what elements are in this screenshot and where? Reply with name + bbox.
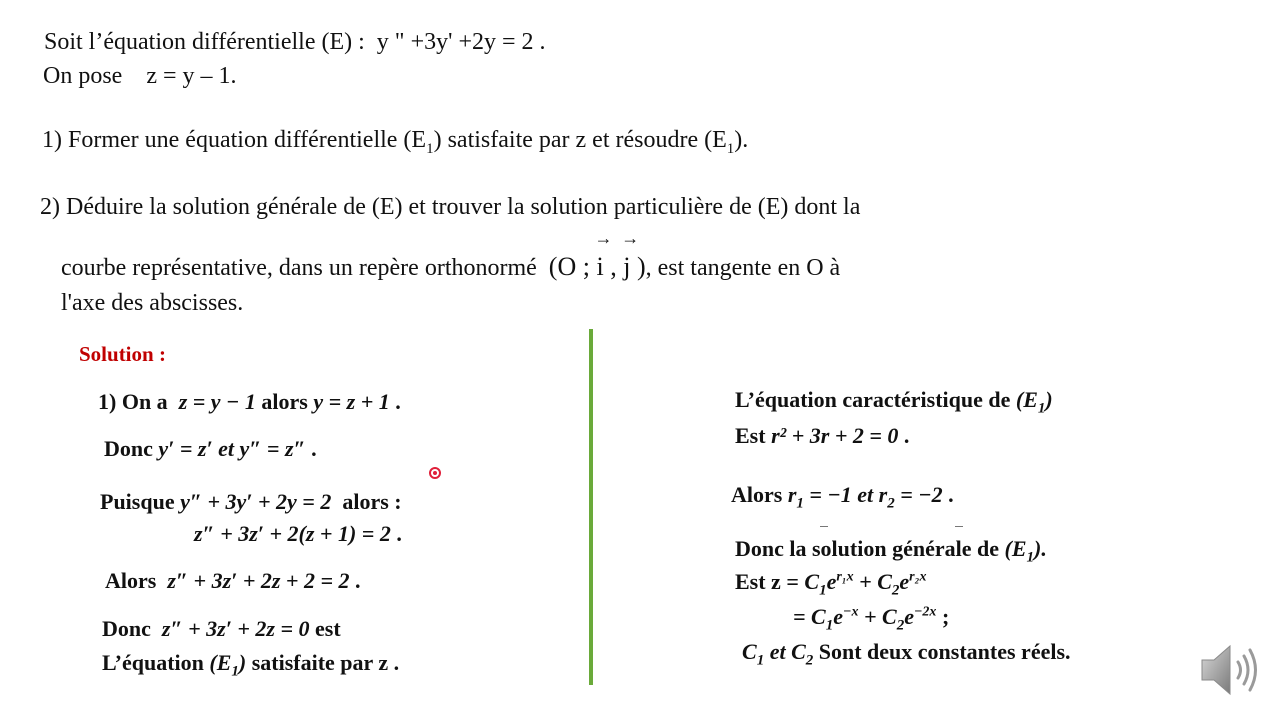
solution-right-line-1: L’équation caractéristique de $(E_1)$ bbox=[735, 387, 1053, 417]
laser-pointer-icon bbox=[429, 467, 441, 479]
vector-i: → i bbox=[594, 228, 613, 281]
solution-title: Solution : bbox=[79, 342, 166, 366]
solution-left-line-2: Donc y′ = z′ et y″ = z″ . bbox=[104, 436, 317, 461]
question-2-line-1: 2) Déduire la solution générale de (E) et trouver la solution particulière de (E) dont la bbox=[40, 194, 861, 220]
question-2-line-2: courbe représentative, dans un repère orthonormé (O ; → i , → j ), est tangente en O à bbox=[61, 228, 841, 281]
solution-right-line-2: Est r² + 3r + 2 = 0 . bbox=[735, 423, 910, 448]
solution-right-line-6: = $C_1e^{-x} + C_2e^{-2x}$ ; bbox=[793, 604, 950, 634]
column-divider bbox=[589, 329, 593, 685]
solution-right-line-4: Donc la solution générale de $(E_1)$. bbox=[735, 536, 1047, 566]
solution-right-line-3: Alors $r_1 = -1$ et $r_2 = -2$ . bbox=[731, 482, 954, 512]
solution-right-line-5: Est $z = C_1e^{r_1x} + C_2e^{r_2x}$ bbox=[735, 569, 927, 599]
vector-arrow-icon: → bbox=[621, 228, 640, 248]
speaker-icon[interactable] bbox=[1198, 640, 1268, 700]
solution-left-line-5: Alors z″ + 3z′ + 2z + 2 = 2 . bbox=[105, 568, 361, 593]
solution-left-line-1: 1) On a z = y − 1 alors y = z + 1 . bbox=[98, 389, 401, 414]
solution-left-line-3: Puisque y″ + 3y′ + 2y = 2 alors : bbox=[100, 489, 402, 514]
solution-right-line-7: $C_1$ et $C_2$ Sont deux constantes réels. bbox=[742, 639, 1071, 669]
stray-mark bbox=[820, 526, 828, 527]
problem-line-1: Soit l’équation différentielle (E) : y " +3y' +2y = 2 . bbox=[44, 29, 546, 55]
vector-j: → j bbox=[621, 228, 640, 281]
problem-line-2: On pose z = y – 1. bbox=[43, 63, 237, 89]
solution-left-line-6: Donc z″ + 3z′ + 2z = 0 est bbox=[102, 616, 341, 641]
stray-mark bbox=[955, 526, 963, 527]
vector-arrow-icon: → bbox=[594, 228, 613, 248]
question-1: 1) Former une équation différentielle $(E_1)$ satisfaite par z et résoudre $(E_1)$. bbox=[42, 127, 749, 157]
solution-left-line-7: L’équation $(E_1)$ satisfaite par z . bbox=[102, 650, 400, 680]
question-2-line-3: l'axe des abscisses. bbox=[61, 290, 244, 316]
solution-left-line-4: z″ + 3z′ + 2(z + 1) = 2 . bbox=[194, 521, 402, 546]
